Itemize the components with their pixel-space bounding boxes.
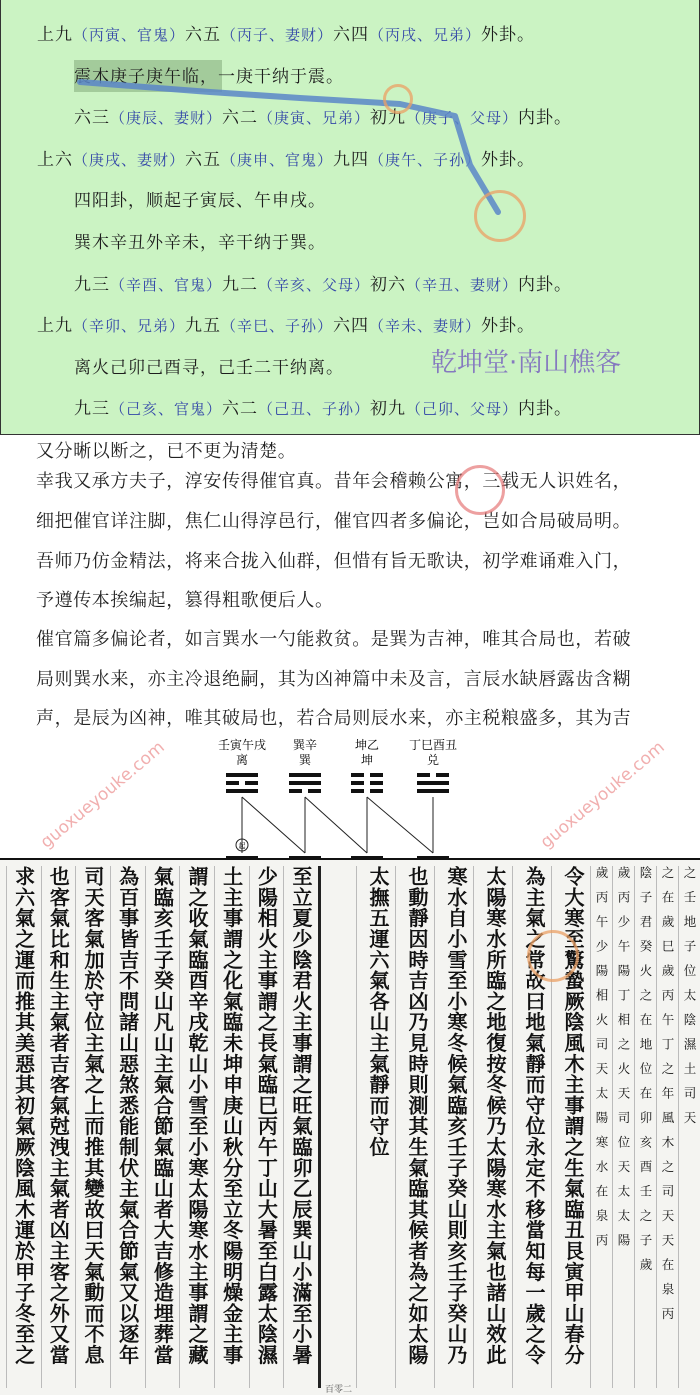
yin-line [417,773,430,777]
yin-line [436,773,449,777]
line-text: 六二 [222,399,259,420]
branch-relation: （辛未、妻财） [369,317,482,336]
text-column: 至立夏少陰君火主事謂之旺氣臨卯乙辰巽山小滿至小暑 [283,866,318,1388]
trigram-stems: 丁巳酉丑 [408,738,458,752]
yang-line [289,781,321,785]
branch-relation: （辛酉、官鬼） [110,275,223,294]
yin-line [226,781,239,785]
text-column: 寒水自小雪至小寒冬候氣臨亥壬子癸山則亥壬子癸山乃 [434,866,473,1388]
text-column: 也客氣比和生主氣者吉客氣尅洩主氣者凶主客之外又當 [41,866,76,1388]
text-column: 之在歲巳歲丙午丁之年風木之司天天在泉丙 [656,866,678,1388]
text-column: 謂之收氣臨酉辛戌乾山小雪至小寒太陽寒水主事謂之藏 [179,866,214,1388]
scanned-book-pages [0,858,700,1395]
line-text: 六五 [185,25,222,45]
trigram-stems: 巽辛 [292,738,318,752]
branch-relation: （己亥、官鬼） [110,400,223,419]
line-text: 四阳卦，顺起子寅辰、午申戌。 [74,191,326,212]
scan-left-page [6,866,321,1388]
hexagram-line [74,353,344,378]
text-column: 也動靜因時吉凶乃見時則測其生氣臨其候者為之如太陽 [395,866,434,1388]
line-text: 巽木辛丑外辛未，辛干纳于巽。 [74,233,326,253]
scan-right-page [356,866,700,1388]
branch-relation: （丙子、妻财） [221,26,334,44]
yin-line [308,789,321,793]
text-column: 歲丙少午陽丁相之火天司位天太太陽 [612,866,634,1388]
line-text: 外卦。 [481,149,536,170]
branch-relation: （辛亥、父母） [258,275,371,294]
line-text: 外卦。 [481,316,536,337]
page-number: 百零二 [325,1385,353,1395]
trigram-name: 坤 [360,753,374,767]
hexagram-line [74,186,326,211]
trigram-name: 兑 [426,753,440,767]
hexagram-line [37,311,535,336]
line-text: 九二 [222,274,259,295]
branch-relation: （丙戌、兄弟） [369,26,482,44]
hexagram-line [74,394,572,419]
hexagram-line [37,20,535,45]
text-column: 求六氣之運而推其美惡其初氣厥陰風木運於甲子冬至之 [6,866,41,1388]
paragraph-line: 局则巽水来，亦主冷退绝嗣，其为凶神篇中未及言，言辰水缺唇露齿含糊 [36,669,632,690]
branch-relation: （辛丑、妻财） [406,275,519,294]
arrow [305,797,367,853]
branch-relation: （己卯、父母） [406,400,519,419]
branch-relation: （己丑、子孙） [258,400,371,419]
line-text: 六四 [333,316,370,337]
text-column: 為百事皆吉不問諸山惡煞悉能制伏主氣合節氣又以逐年 [110,866,145,1388]
yin-line [289,789,302,793]
paragraph-line: 吾师乃仿金精法，将来合拢入仙群，但惜有旨无歌诀，初学难诵难入门， [36,551,632,572]
line-text: 初九 [370,108,407,129]
line-text: 九三 [74,274,110,295]
paragraph-line: 细把催官详注脚，焦仁山得淳邑行，催官四者多偏论，岂如合局破局明。 [36,511,632,532]
line-text: 初九 [370,399,407,420]
main-columns [356,866,590,1388]
line-text: 九五 [185,316,222,337]
najia-diagram [180,735,480,860]
branch-relation: （庚申、官鬼） [221,150,334,169]
text-column: 陰子君癸火之在地位在卯亥酉壬之子歲 [634,866,656,1388]
branch-relation: （庚戌、妻财） [73,150,186,169]
line-text: 内卦。 [518,108,573,129]
branch-relation: （庚午、子孙） [369,150,482,169]
line-text: 离火己卯己酉寻，己壬二干纳离。 [74,357,344,378]
line-text: 内卦。 [518,274,573,295]
yang-line [417,789,449,793]
trigram-stems: 坤乙 [354,738,380,752]
watermark-text: guoxueyouke.com [36,737,169,853]
paragraph-line: 予遵传本挨编起，篡得粗歌便后人。 [36,590,334,611]
start-mark: 起 [238,842,246,850]
text-column: 之壬地子位太陰濕土司天 [678,866,700,1388]
line-text: 上六 [37,149,73,170]
line-text: 外卦。 [481,25,536,45]
arrow [367,797,433,853]
line-text: 六二 [222,108,259,129]
yin-line [370,789,383,793]
text-column: 氣臨亥壬子癸山凡山主氣合節氣臨山者大吉修造埋葬當 [145,866,180,1388]
branch-relation: （庚辰、妻财） [110,109,223,128]
yin-line [351,781,364,785]
yin-line [351,789,364,793]
yin-line [245,781,258,785]
text-column: 歲丙午少陽相火司天太陽寒水在泉丙 [590,866,612,1388]
branch-relation: （辛卯、兄弟） [73,317,186,336]
trigram-stems: 壬寅午戌 [217,738,267,752]
yin-line [351,773,364,777]
trigram-name: 离 [235,753,249,767]
paragraph-line: 声，是辰为凶神，唯其破局也，若合局则辰水来，亦主税粮盛多，其为吉 [36,708,632,729]
paragraph-line: 又分晰以断之，已不更为清楚。 [36,441,297,462]
text-column: 太陽寒水所臨之地復按冬候乃太陽寒水主氣也諸山效此 [473,866,512,1388]
hexagram-line [74,228,326,253]
line-text: 九三 [74,399,110,420]
watermark-text: guoxueyouke.com [536,737,669,853]
line-text: 六三 [74,108,110,129]
paragraph-line: 幸我又承方夫子，淳安传得催官真。昔年会稽赖公寓，三载无人识姓名， [36,471,632,492]
yang-line [417,781,449,785]
branch-relation: （辛巳、子孙） [221,317,334,336]
hexagram-line [74,62,344,87]
paragraph-line: 催官篇多偏论者，如言巽水一勺能救贫。是巽为吉神，唯其合局也，若破 [36,629,632,650]
line-text: 六四 [333,25,370,45]
hexagram-line [74,103,572,128]
text-column: 太撫五運六氣各山主氣靜而守位 [356,866,395,1388]
stamp-watermark: 乾坤堂·南山樵客 [431,348,622,378]
hexagram-line [74,270,572,295]
text-column: 土主事謂之化氣臨未坤申庚山秋分至立冬陽明燥金主事 [214,866,249,1388]
branch-relation: （庚寅、兄弟） [258,109,371,128]
text-column: 令大寒至驚蟄厥陰風木主事謂之生氣臨丑艮寅甲山春分 [551,866,590,1388]
branch-relation: （丙寅、官鬼） [73,26,186,44]
yang-line [226,773,258,777]
yin-line [370,773,383,777]
arrow [242,797,305,853]
yin-line [370,781,383,785]
hexagram-line [37,145,535,170]
text-column: 少陽相火主事謂之長氣臨巳丙午丁山大暑至白露太陰濕 [249,866,284,1388]
branch-relation: （庚子、父母） [406,109,519,128]
text-column: 為主氣之常故曰地氣靜而守位永定不移當知每一歲之令 [512,866,551,1388]
line-text: 九四 [333,149,370,170]
yang-line [289,773,321,777]
yang-line [226,789,258,793]
line-text: 上九 [37,25,73,45]
line-text: 上九 [37,316,73,337]
trigram-name: 巽 [298,753,312,767]
line-text: 内卦。 [518,399,573,420]
highlighted-text-block [0,0,700,435]
line-text: 初六 [370,274,407,295]
text-column: 司天客氣加於守位主氣之上而推其變故曰天氣動而不息 [75,866,110,1388]
line-text: 六五 [185,149,222,170]
line-text: 震木庚子庚午临，一庚干纳于震。 [74,66,344,87]
